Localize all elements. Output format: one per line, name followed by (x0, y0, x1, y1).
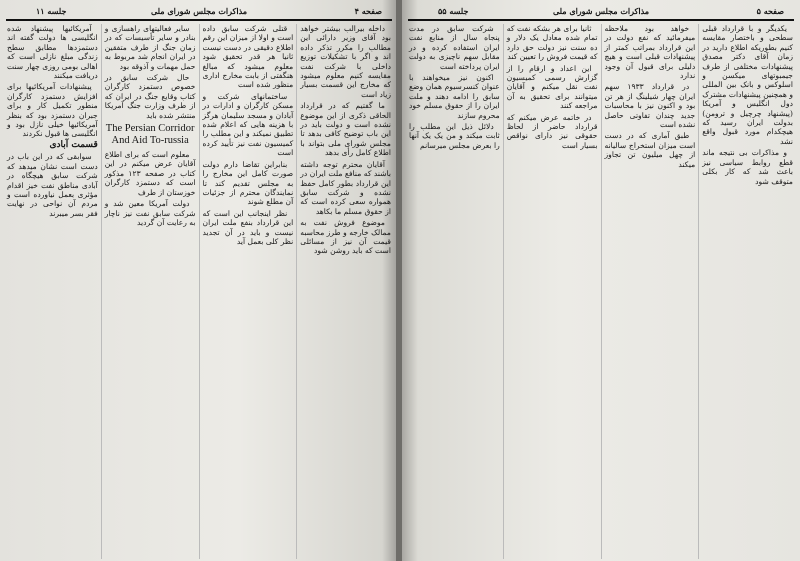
newspaper-page-right (402, 0, 800, 561)
header-rule (6, 19, 392, 21)
column-2 (199, 24, 297, 559)
paragraph: آقایان محترم توجه داشته باشند که منافع ملت ایران در این قرارداد بطور کامل حفظ نشده و شرکت سابق همواره سعی کرده است که از حقوق مسلم ما بکاهد (300, 159, 391, 216)
paragraph: و مذاکرات بی نتیجه ماند قطع روابط سیاسی نیز باعث شد که کار بکلی متوقف شود (702, 148, 793, 186)
column-3 (101, 24, 199, 559)
column-1 (296, 24, 394, 559)
header-title: مذاکرات مجلس شورای ملی (150, 6, 248, 16)
newspaper-page-left (0, 0, 398, 561)
column-2 (601, 24, 699, 559)
paragraph: این اعداد و ارقام را از گزارش رسمی کمیسیون نفت نقل میکنم و آقایان میتوانند برای تحقیق به آن مراجعه کنند (506, 63, 598, 111)
header-rule (408, 19, 794, 21)
page-header (6, 4, 392, 18)
paragraph: پیشنهادات آمریکائیها برای افزایش دستمزد کارگران منطور تکمیل کار و برای جبران دستمزد بود که بنظر آمریکائیها خیلی نازل بود و انگلیسی ها قبول نکردند (7, 82, 98, 139)
page-number: صفحه ۴ (354, 6, 382, 16)
paragraph: حال شرکت سابق در خصوص دستمزد کارگران کتاب وقایع جنگ در ایران که از طرف وزارت جنگ آمریکا منتشر شده باید (104, 73, 196, 120)
paragraph: ساختمانهای شرکت و مسکن کارگران و ادارات در آبادان و مسجد سلیمان هرگز با هزینه هایی که اعلام شده تطبیق نمیکند و این مطلب را کمیسیون نفت نیز تأیید کرده است (202, 91, 294, 158)
paragraph: قتلی شرکت سابق داده است و اولا از میزان این رقم اطلاع دقیقی در دست نیست ثانیا هر قدر تحقیق شود معلوم میشود که مبالغ هنگفتی از بابت مخارج اداری منظور شده است (202, 24, 294, 90)
paragraph: بنابراین تقاضا دارم دولت صورت کامل این مخارج را به مجلس تقدیم کند تا نمایندگان محترم از جزئیات آن مطلع شوند (202, 159, 294, 207)
session-number: جلسه ۵۵ (438, 6, 469, 16)
session-number: جلسه ۱۱ (36, 6, 67, 16)
paragraph: دلائل ذیل این مطلب را ثابت میکند و من یک یک آنها را بعرض مجلس میرسانم (409, 122, 500, 150)
column-3 (503, 24, 601, 559)
paragraph: دولت آمریکا معین شد و شرکت سابق نفت نیز ناچار به رعایت آن گردید (104, 199, 196, 227)
header-title: مذاکرات مجلس شورای ملی (552, 6, 650, 16)
paragraph: در خاتمه عرض میکنم که قرارداد حاضر از لحاظ حقوقی نیز دارای نواقص بسیار است (506, 112, 598, 150)
paragraph: معلوم است که برای اطلاع آقایان عرض میکنم در این کتاب در صفحه ۱۲۳ مذکور است که دستمزد کارگران خوزستان از طرف (104, 150, 196, 197)
paragraph: سوابقی که در این باب در دست است نشان میدهد که شرکت سابق هیچگاه در آبادی مناطق نفت خیز اقدام مؤثری بعمل نیاورده است و مردم آن نواحی در نهایت فقر بسر میبرند (7, 152, 98, 218)
paragraph: شرکت سابق در مدت پنجاه سال از منابع نفت ایران استفاده کرده و در مقابل سهم ناچیزی به دولت ایران پرداخته است (409, 24, 500, 71)
section-heading: قسمت آبادی (49, 139, 98, 150)
paragraph: یکدیگر و با قرارداد قبلی سطحی و باختصار مقایسه کنیم بطوریکه اطلاع دارید در زمان آقای دکتر مصدق پیشنهادات مختلفی از طرف جیمبوتهای میکسن و اسلوکس و بانک بین المللی و همچنین پیشنهادات مشترک دول انگلیس و آمریکا (پیشنهاد چرچیل و ترومن) بدولت ایران رسید که هیچکدام مورد قبول واقع نشد (702, 24, 793, 146)
column-4 (4, 24, 101, 559)
column-1 (698, 24, 796, 559)
paragraph: سایر فعالیتهای راهسازی و بنادر و سایر تأسیسات که در زمان جنگ از طرف متفقین در ایران انجام شد مربوط به حمل مهمات و آذوقه بود (104, 24, 196, 71)
english-book-title (105, 123, 196, 147)
paragraph: اکنون نیز میخواهند با عنوان کنسرسیوم همان وضع سابق را ادامه دهند و ملت ایران را از حقوق مسلم خود محروم سازند (409, 73, 500, 120)
paragraph: در قرارداد ۱۹۳۳ سهم ایران چهار شیلینگ از هر تن بود و اکنون نیز با محاسبات جدید چندان تفاوتی حاصل نشده است (604, 82, 696, 130)
column-4 (406, 24, 503, 559)
page-number: صفحه ۵ (756, 6, 784, 16)
paragraph: آمریکائیها پیشنهاد شده انگلیسی ها دولت گفته اند دستمزدها مطابق سطح زندگی مبلغ نازلی است که اهالی بومی روزی چهار سنت دریافت میکنند (7, 24, 98, 81)
paragraph: موضوع فروش نفت به ممالک خارجه و طرز محاسبه قیمت آن نیز از مسائلی است که باید روشن شود (300, 218, 391, 256)
paragraph: طبق آماری که در دست است میزان استخراج سالیانه از چهل میلیون تن تجاوز میکند (604, 131, 696, 169)
english-title-line: The Persian Corridor (105, 123, 195, 135)
paragraph: ثانیا برای هر بشکه نفت که تمام شده معادل یک دلار و ده سنت نیز دولت حق دارد که قیمت فروش را تعیین کند (506, 24, 598, 62)
paragraph: داخله بیرالب بیشتر خواهد بود آقای وزیر دارائی این مطالب را مکرر تذکر داده اند و اگر با تشکیلات توزیع داخلی با شرکت نفت مقایسه کنیم معلوم میشود که مخارج این قسمت بسیار زیاد است (300, 24, 391, 99)
page-header (408, 4, 794, 18)
english-title-line: And Aid To-russia (111, 135, 189, 147)
paragraph: نظر اینجانب این است که این قرارداد بنفع ملت ایران نیست و باید در آن تجدید نظر کلی بعمل آید (202, 208, 294, 246)
paragraph: خواهد بود ملاحظه میفرمائید که نفع دولت در این قرارداد بمراتب کمتر از پیشنهادات قبلی است و هیچ دلیلی برای قبول آن وجود ندارد (604, 24, 696, 81)
paragraph: ما گفتیم که در قرارداد الحاقی ذکری از این موضوع نشده است و دولت باید در این باب توضیح کافی بدهد تا مجلس شورای ملی بتواند با اطلاع کامل رأی بدهد (300, 101, 391, 158)
